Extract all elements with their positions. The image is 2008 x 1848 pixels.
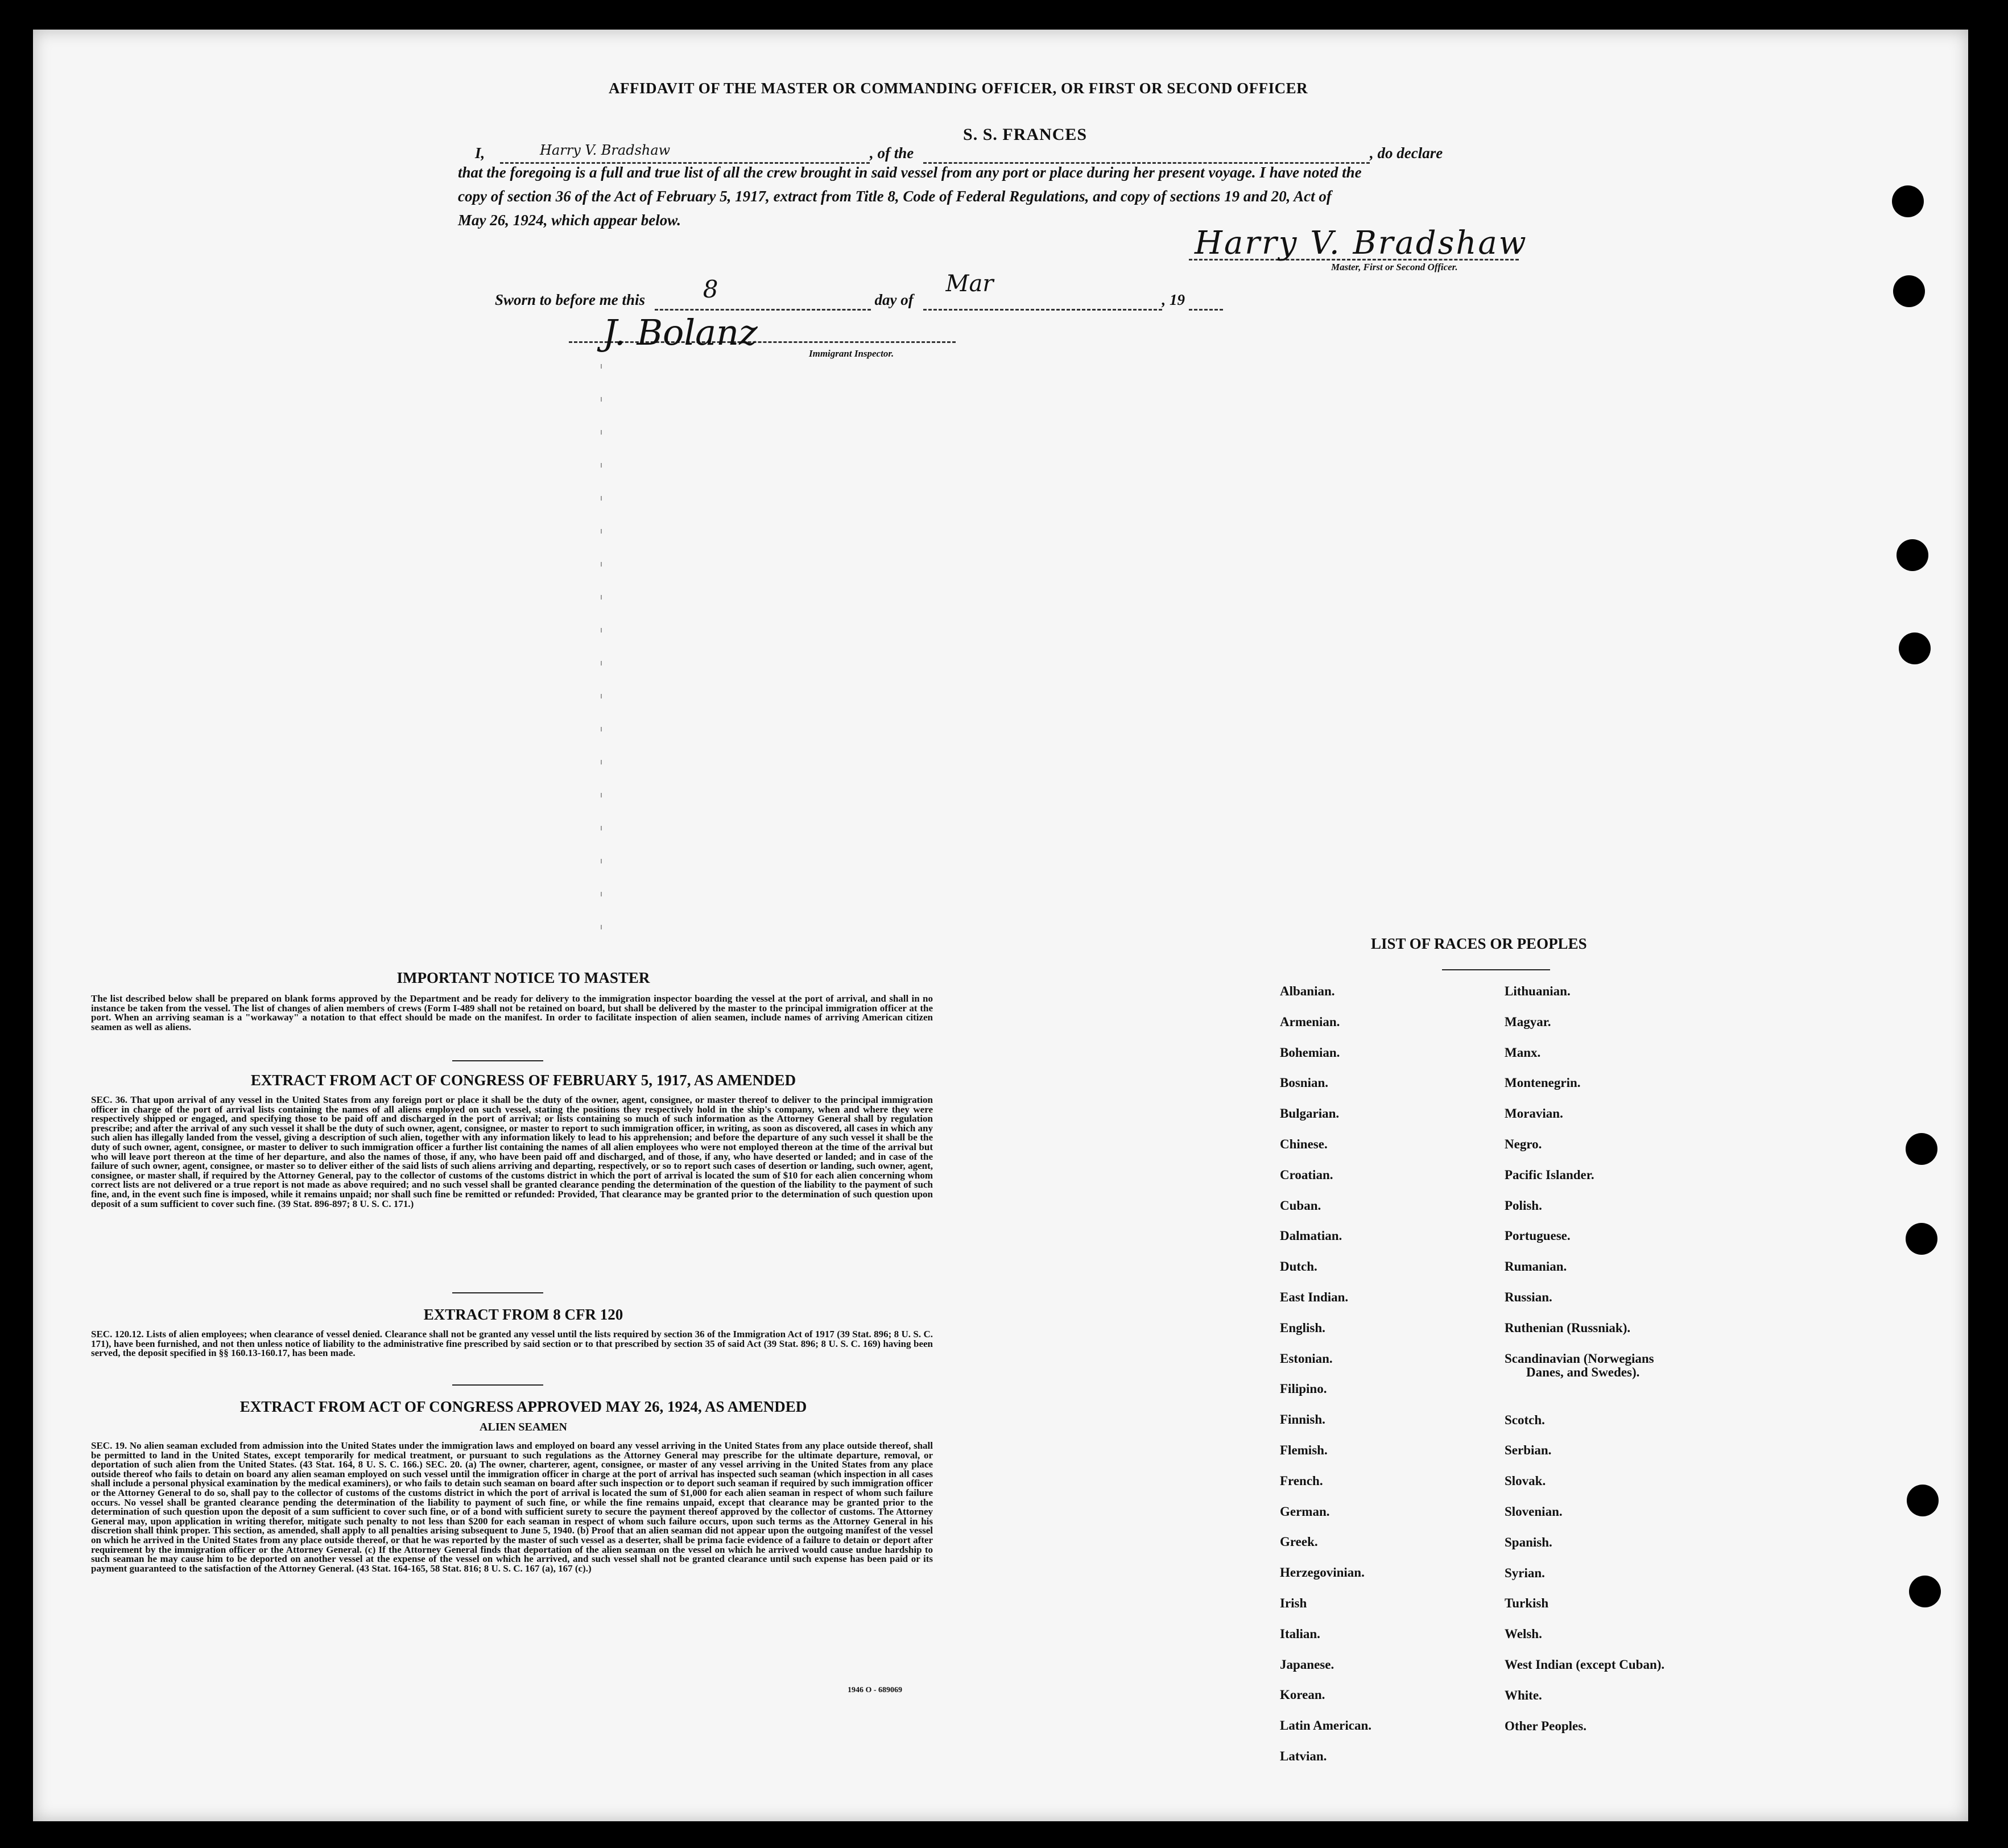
inspector-caption: Immigrant Inspector. bbox=[809, 348, 894, 359]
binder-hole bbox=[1907, 1485, 1939, 1516]
divider bbox=[452, 1384, 543, 1386]
race-item: German. bbox=[1280, 1504, 1330, 1519]
notice-title: IMPORTANT NOTICE TO MASTER bbox=[396, 969, 650, 986]
binder-hole bbox=[1899, 632, 1931, 664]
extract-1924-title: EXTRACT FROM ACT OF CONGRESS APPROVED MAY 26, 1924, AS AMENDED bbox=[239, 1398, 807, 1415]
master-name-field bbox=[500, 144, 870, 164]
race-item: Montenegrin. bbox=[1505, 1076, 1581, 1090]
extract-cfr-body: SEC. 120.12. Lists of alien employees; when clearance of vessel denied. Clearance shall not be granted any vessel until the lists required by section 36 of the Immigration Act of 1917 (39 Stat. 896; 8 U. S. C. 171), have been furnished, and not then unless notice of liability to the administrative fine prescribed by said section or to that prescribed by section 35 of said Act (39 Stat. 896; 8 U. S. C. 169) having been served, the deposit specified in §§ 160.13-160.17, has been made. bbox=[91, 1329, 933, 1359]
race-item: Danes, and Swedes). bbox=[1526, 1365, 1640, 1379]
affidavit-line-3: copy of section 36 of the Act of February 5, 1917, extract from Title 8, Code of Federal Regulations, and copy of sections 19 and 20, Act of bbox=[458, 188, 1332, 205]
binder-hole bbox=[1893, 275, 1925, 307]
race-item: Bulgarian. bbox=[1280, 1106, 1340, 1121]
sworn-day-field bbox=[655, 275, 871, 311]
race-item: Spanish. bbox=[1505, 1535, 1552, 1549]
race-item: Serbian. bbox=[1505, 1443, 1552, 1458]
race-item: Bohemian. bbox=[1280, 1045, 1340, 1060]
race-item: Italian. bbox=[1280, 1626, 1320, 1641]
affidavit-title: AFFIDAVIT OF THE MASTER OR COMMANDING OFFICER, OR FIRST OR SECOND OFFICER bbox=[609, 80, 1308, 97]
race-item: White. bbox=[1505, 1688, 1542, 1702]
race-item: Moravian. bbox=[1505, 1106, 1563, 1121]
binder-hole bbox=[1906, 1133, 1937, 1165]
race-item: Dutch. bbox=[1280, 1259, 1317, 1274]
race-item: Latvian. bbox=[1280, 1749, 1327, 1763]
race-item: Estonian. bbox=[1280, 1351, 1333, 1366]
race-item: Armenian. bbox=[1280, 1014, 1340, 1029]
race-item: Magyar. bbox=[1505, 1014, 1551, 1029]
race-item: Slovak. bbox=[1505, 1474, 1546, 1489]
binder-hole bbox=[1892, 185, 1924, 217]
year-field bbox=[1189, 291, 1223, 311]
divider bbox=[1442, 969, 1550, 970]
race-item: Polish. bbox=[1505, 1198, 1542, 1213]
race-item: Slovenian. bbox=[1505, 1504, 1563, 1519]
race-item: Negro. bbox=[1505, 1137, 1542, 1151]
races-title: LIST OF RACES OR PEOPLES bbox=[1371, 935, 1587, 952]
race-item: Croatian. bbox=[1280, 1167, 1333, 1182]
race-item: Scotch. bbox=[1505, 1412, 1545, 1427]
master-signature: Harry V. Bradshaw bbox=[1195, 225, 1528, 262]
vessel-name: S. S. FRANCES bbox=[963, 125, 1088, 144]
race-item: Manx. bbox=[1505, 1045, 1541, 1060]
master-name: Harry V. Bradshaw bbox=[540, 142, 671, 158]
race-item: West Indian (except Cuban). bbox=[1505, 1657, 1665, 1672]
divider bbox=[452, 1292, 543, 1293]
divider bbox=[452, 1060, 543, 1061]
sworn-line bbox=[495, 271, 1223, 311]
sworn-day: 8 bbox=[703, 275, 718, 303]
race-item: Latin American. bbox=[1280, 1718, 1371, 1733]
race-item: Russian. bbox=[1505, 1290, 1552, 1304]
race-item: Ruthenian (Russniak). bbox=[1505, 1320, 1631, 1335]
master-caption: Master, First or Second Officer. bbox=[1331, 262, 1458, 272]
notice-body: The list described below shall be prepared on blank forms approved by the Department and be ready for delivery to the immigration inspector boarding the vessel at the port of arrival, and shall in no instance be taken from the vessel. The list of changes of alien members of crews (Form I-489 shall not be retained on board, but shall be delivered by the master to the principal immigration officer at the port. When an arriving seaman is a "workaway" a notation to that effect should be made on the manifest. In order to facilitate inspection of alien seamen, include names of arriving American citizen seamen as well as aliens. bbox=[91, 993, 933, 1032]
race-item: Flemish. bbox=[1280, 1443, 1328, 1457]
sworn-month-field bbox=[923, 271, 1162, 311]
race-item: Welsh. bbox=[1505, 1627, 1542, 1642]
extract-1924-body: SEC. 19. No alien seaman excluded from admission into the United States under the immigration laws and employed on board any vessel arriving in the United States from any place outside thereof, shall be permitted to land in the United States, except temporarily for medical treatment, or pursuant to such regulations as the Attorney General may prescribe for the ultimate departure, removal, or deportation of such alien from the United States. (43 Stat. 164, 8 U. S. C. 166.) SEC. 20. (a) The owner, charterer, agent, consignee, or master of any vessel arriving in the United States from any place outside thereof who fails to detain on board any alien seaman employed on such vessel until the immigration officer in charge at the port of arrival has inspected such seaman (which inspection in all cases shall include a personal physical examination by the medical examiners), or who fails to detain such seaman on board after such inspection or to deport such seaman if required by such immigration officer or the Attorney General to do so, shall pay to the collector of customs of the customs district in which the port of arrival is located the sum of $1,000 for each alien seaman in respect of whom such failure occurs. No vessel shall be granted clearance pending the determination of the liability to payment of such fine, or while the fine remains unpaid, except that clearance may be granted prior to the determination of such question upon the deposit of a sum sufficient to cover such fine, or of a bond with sufficient surety to secure the payment thereof approved by the collector of customs. The Attorney General may, upon application in writing therefor, mitigate such penalty to not less than $200 for each seaman in respect of whom such failure occurs, upon such terms as the Attorney General in his discretion shall think proper. This section, as amended, shall apply to all penalties arising subsequent to June 5, 1940. (b) Proof that an alien seaman did not appear upon the outgoing manifest of the vessel on which he arrived in the United States from any place outside thereof, or that he was reported by the master of such vessel as a deserter, shall be prima facie evidence of a failure to detain or deport after requirement by the immigration officer or the Attorney General. (c) If the Attorney General finds that deportation of the alien seaman on the vessel on which he arrived would cause undue hardship to such seaman he may cause him to be deported on another vessel at the expense of the vessel on which he arrived, and such vessel shall not be granted clearance until such expense has been paid or its payment guaranteed to the satisfaction of the Attorney General. (43 Stat. 164-165, 58 Stat. 816; 8 U. S. C. 167 (a), 167 (c).) bbox=[91, 1440, 933, 1574]
day-of-label: day of bbox=[874, 291, 914, 308]
binder-hole bbox=[1906, 1223, 1937, 1255]
race-item: Filipino. bbox=[1280, 1382, 1327, 1396]
race-item: Cuban. bbox=[1280, 1198, 1321, 1213]
affidavit-line-1 bbox=[475, 125, 1443, 164]
race-item: Chinese. bbox=[1280, 1137, 1328, 1151]
do-declare-label: , do declare bbox=[1370, 144, 1443, 162]
alien-seamen-subtitle: ALIEN SEAMEN bbox=[480, 1421, 567, 1433]
binder-hole bbox=[1909, 1576, 1941, 1607]
race-item: Lithuanian. bbox=[1505, 984, 1571, 998]
race-item: Japanese. bbox=[1280, 1657, 1334, 1672]
binder-hole bbox=[1897, 539, 1928, 571]
race-item: Pacific Islander. bbox=[1505, 1167, 1594, 1182]
race-item: Bosnian. bbox=[1280, 1076, 1329, 1090]
race-item: Portuguese. bbox=[1505, 1229, 1571, 1243]
race-item: East Indian. bbox=[1280, 1290, 1349, 1304]
extract-1917-title: EXTRACT FROM ACT OF CONGRESS OF FEBRUARY 5, 1917, AS AMENDED bbox=[250, 1072, 796, 1089]
inspector-signature: J. Bolanz bbox=[603, 312, 758, 353]
race-item: Turkish bbox=[1505, 1596, 1549, 1611]
vessel-name-field bbox=[923, 125, 1370, 164]
year-label: , 19 bbox=[1162, 291, 1185, 308]
race-item: Greek. bbox=[1280, 1535, 1318, 1549]
race-item: English. bbox=[1280, 1320, 1325, 1335]
of-the-label: , of the bbox=[870, 144, 914, 162]
race-item: Irish bbox=[1280, 1596, 1307, 1610]
race-item: Herzegovinian. bbox=[1280, 1565, 1365, 1580]
race-item: Albanian. bbox=[1280, 984, 1335, 998]
affidavit-line-4: May 26, 1924, which appear below. bbox=[458, 212, 681, 229]
sworn-month: Mar bbox=[945, 271, 994, 297]
race-item: Syrian. bbox=[1505, 1565, 1545, 1580]
race-item: Scandinavian (Norwegians bbox=[1505, 1351, 1654, 1366]
sworn-label: Sworn to before me this bbox=[495, 291, 646, 308]
center-guide-marks bbox=[601, 364, 602, 939]
extract-cfr-title: EXTRACT FROM 8 CFR 120 bbox=[423, 1306, 623, 1323]
race-item: Korean. bbox=[1280, 1688, 1325, 1702]
race-item: Finnish. bbox=[1280, 1412, 1325, 1427]
race-item: French. bbox=[1280, 1473, 1323, 1488]
i-label: I, bbox=[475, 144, 485, 162]
race-item: Other Peoples. bbox=[1505, 1718, 1586, 1733]
extract-1917-body: SEC. 36. That upon arrival of any vessel in the United States from any foreign port or place it shall be the duty of the owner, agent, consignee, or master thereof to deliver to the principal immigration officer in charge of the port of arrival lists containing the names of all aliens employed on such vessel, stating the positions they respectively hold in the ship's company, when and where they were respectively shipped or engaged, and specifying those to be paid off and discharged in the port of arrival; or lists containing so much of such information as the Attorney General shall by regulation prescribe; and after the arrival of any such vessel it shall be the duty of such owner, agent, consignee, or master to report to such immigration officer, in writing, as soon as discovered, all cases in which any such alien has illegally landed from the vessel, giving a description of such alien, together with any information likely to lead to his apprehension; and before the departure of any such vessel it shall be the duty of such owner, agent, consignee, or master to deliver to such immigration officer a further list containing the names of all alien employees who were not employed thereon at the time of the arrival but who will leave port thereon at the time of her departure, and also the names of those, if any, who have been paid off and discharged, and of those, if any, who have deserted or landed; and in case of the failure of such owner, agent, consignee, or master so to deliver either of the said lists of such aliens arriving and departing, respectively, or so to report such cases of desertion or landing, such owner, agent, consignee, or master shall, if required by the Attorney General, pay to the collector of customs of the customs district in which the port of arrival is located the sum of $10 for each alien concerning whom correct lists are not delivered or a true report is not made as above required; and no such vessel shall be granted clearance pending the determination of the question of the liability to the payment of such fine, and, in the event such fine is imposed, while it remains unpaid; nor shall such fine be remitted or refunded: Provided, That clearance may be granted prior to the determination of such question upon deposit of a sum sufficient to cover such fine. (39 Stat. 896-897; 8 U. S. C. 171.) bbox=[91, 1094, 933, 1209]
print-code: 1946 O - 689069 bbox=[848, 1686, 903, 1694]
affidavit-line-2: that the foregoing is a full and true list of all the crew brought in said vessel from any port or place during her present voyage. I have noted the bbox=[458, 164, 1362, 181]
race-item: Rumanian. bbox=[1505, 1259, 1567, 1274]
race-item: Dalmatian. bbox=[1280, 1229, 1342, 1243]
